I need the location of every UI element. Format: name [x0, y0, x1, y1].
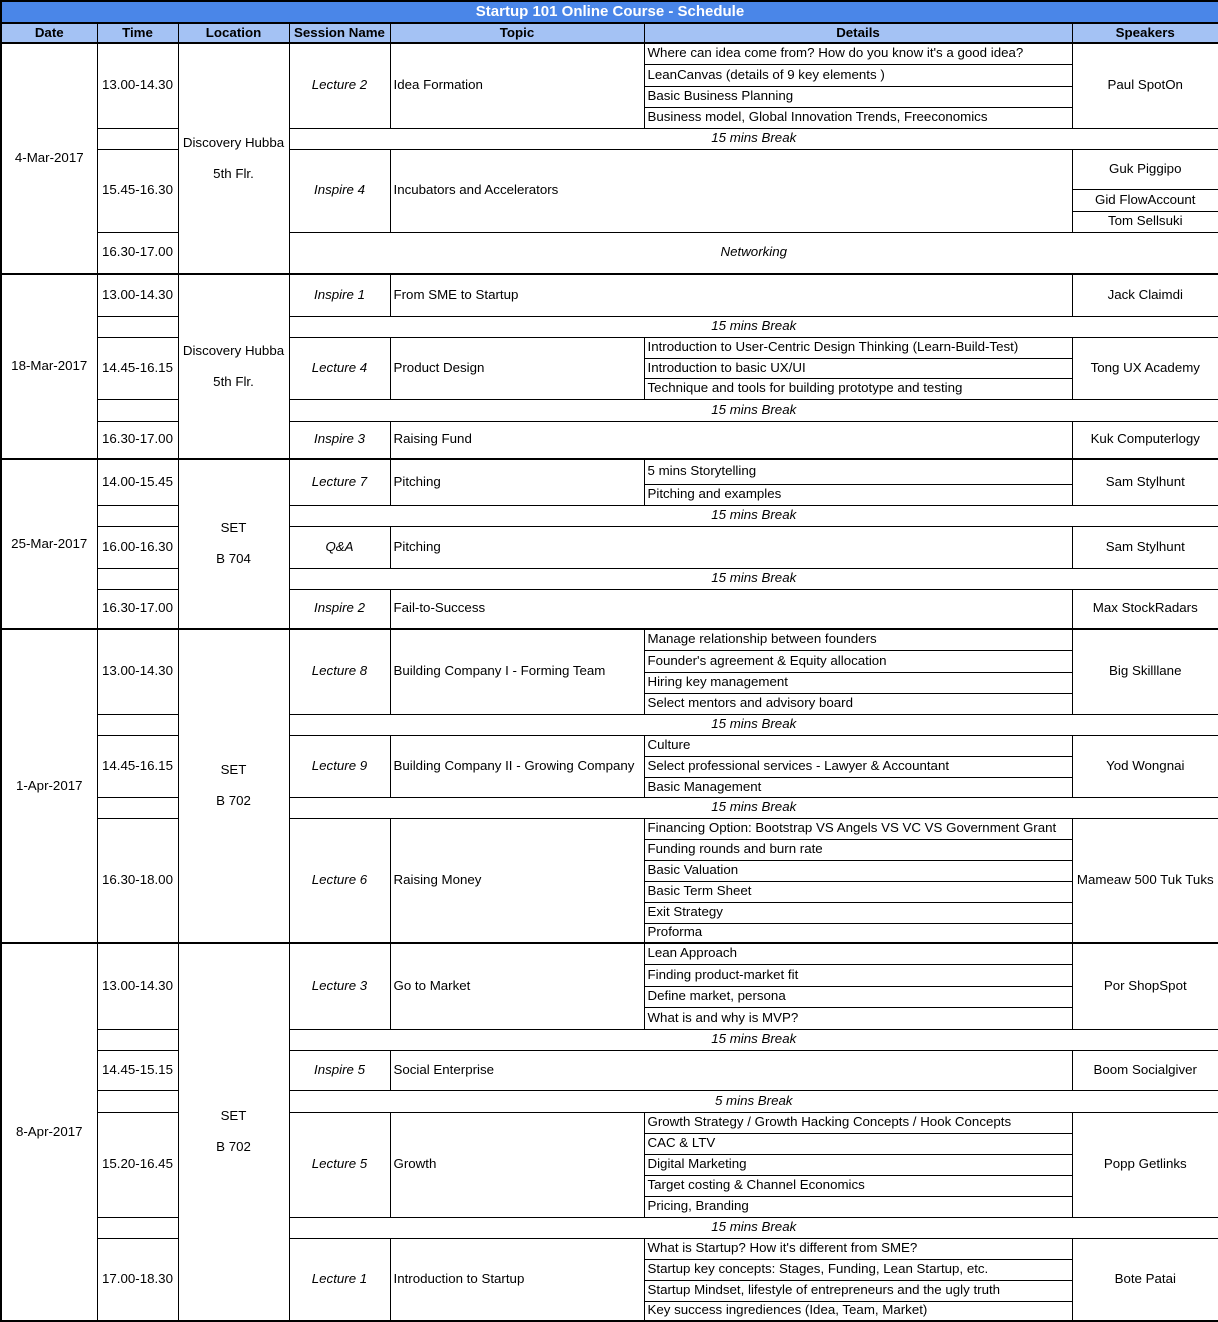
detail-cell: Culture	[644, 735, 1072, 756]
session-name-cell: Lecture 4	[289, 337, 390, 399]
session-name-cell: Inspire 3	[289, 421, 390, 459]
break-cell: 15 mins Break	[289, 568, 1218, 589]
empty-time-cell	[97, 128, 178, 149]
time-cell: 15.20-16.45	[97, 1112, 178, 1217]
topic-cell: Introduction to Startup	[390, 1238, 644, 1321]
topic-cell: From SME to Startup	[390, 274, 1072, 316]
empty-time-cell	[97, 568, 178, 589]
date-cell: 18-Mar-2017	[1, 274, 97, 459]
topic-cell: Building Company II - Growing Company	[390, 735, 644, 797]
detail-cell: What is Startup? How it's different from SME?	[644, 1238, 1072, 1259]
detail-cell: Key success ingrediences (Idea, Team, Market)	[644, 1301, 1072, 1321]
empty-time-cell	[97, 316, 178, 337]
speaker-cell: Por ShopSpot	[1072, 943, 1218, 1029]
location-line: Discovery Hubba	[182, 134, 285, 150]
col-header-speakers: Speakers	[1072, 23, 1218, 43]
break-cell: 15 mins Break	[289, 1217, 1218, 1238]
detail-cell: Manage relationship between founders	[644, 629, 1072, 650]
time-cell: 14.00-15.45	[97, 459, 178, 505]
detail-cell: Basic Business Planning	[644, 86, 1072, 107]
date-cell: 25-Mar-2017	[1, 459, 97, 629]
speaker-cell: Sam Stylhunt	[1072, 526, 1218, 568]
session-name-cell: Lecture 7	[289, 459, 390, 505]
empty-time-cell	[97, 714, 178, 735]
break-cell: 15 mins Break	[289, 714, 1218, 735]
time-cell: 15.45-16.30	[97, 149, 178, 232]
session-name-cell: Lecture 5	[289, 1112, 390, 1217]
speaker-cell: Big Skilllane	[1072, 629, 1218, 714]
detail-cell: Funding rounds and burn rate	[644, 839, 1072, 860]
time-cell: 16.30-17.00	[97, 589, 178, 629]
session-name-cell: Lecture 8	[289, 629, 390, 714]
speaker-cell: Boom Socialgiver	[1072, 1050, 1218, 1090]
session-name-cell: Lecture 1	[289, 1238, 390, 1321]
session-name-cell: Inspire 2	[289, 589, 390, 629]
detail-cell: Basic Term Sheet	[644, 881, 1072, 902]
location-cell	[178, 274, 289, 459]
detail-cell: Exit Strategy	[644, 902, 1072, 923]
session-name-cell: Lecture 2	[289, 43, 390, 128]
time-cell: 13.00-14.30	[97, 629, 178, 714]
session-name-cell: Lecture 9	[289, 735, 390, 797]
date-cell: 1-Apr-2017	[1, 629, 97, 943]
empty-time-cell	[97, 1029, 178, 1050]
speaker-cell: Tong UX Academy	[1072, 337, 1218, 399]
speaker-cell: Mameaw 500 Tuk Tuks	[1072, 818, 1218, 943]
location-line: SET	[220, 762, 247, 778]
topic-cell: Building Company I - Forming Team	[390, 629, 644, 714]
col-header-topic: Topic	[390, 23, 644, 43]
detail-cell: Startup Mindset, lifestyle of entrepreneurs and the ugly truth	[644, 1280, 1072, 1301]
detail-cell: CAC & LTV	[644, 1133, 1072, 1154]
col-header-session-name: Session Name	[289, 23, 390, 43]
session-name-cell: Q&A	[289, 526, 390, 568]
topic-cell: Product Design	[390, 337, 644, 399]
time-cell: 16.30-17.00	[97, 421, 178, 459]
detail-cell: Proforma	[644, 923, 1072, 943]
detail-cell: Define market, persona	[644, 986, 1072, 1007]
detail-cell: Select mentors and advisory board	[644, 693, 1072, 714]
empty-time-cell	[97, 505, 178, 526]
detail-cell: Founder's agreement & Equity allocation	[644, 650, 1072, 672]
session-name-cell: Lecture 6	[289, 818, 390, 943]
detail-cell: Startup key concepts: Stages, Funding, Lean Startup, etc.	[644, 1259, 1072, 1280]
speaker-cell: Paul SpotOn	[1072, 43, 1218, 128]
detail-cell: Introduction to User-Centric Design Thinking (Learn-Build-Test)	[644, 337, 1072, 358]
speaker-cell: Gid FlowAccount	[1072, 189, 1218, 211]
location-line: 5th Flr.	[213, 165, 254, 181]
detail-cell: Growth Strategy / Growth Hacking Concepts / Hook Concepts	[644, 1112, 1072, 1133]
col-header-time: Time	[97, 23, 178, 43]
detail-cell: Introduction to basic UX/UI	[644, 358, 1072, 378]
location-line: B 702	[216, 793, 251, 808]
detail-cell: Target costing & Channel Economics	[644, 1175, 1072, 1196]
location-cell	[178, 943, 289, 1321]
location-line: SET	[220, 520, 247, 536]
location-cell	[178, 629, 289, 943]
session-name-cell: Lecture 3	[289, 943, 390, 1029]
time-cell: 16.00-16.30	[97, 526, 178, 568]
topic-cell: Incubators and Accelerators	[390, 149, 1072, 232]
date-cell: 8-Apr-2017	[1, 943, 97, 1321]
detail-cell: Pricing, Branding	[644, 1196, 1072, 1217]
detail-cell: 5 mins Storytelling	[644, 459, 1072, 484]
networking-cell: Networking	[289, 232, 1218, 274]
detail-cell: Basic Valuation	[644, 860, 1072, 881]
detail-cell: Financing Option: Bootstrap VS Angels VS VC VS Government Grant	[644, 818, 1072, 839]
col-header-location: Location	[178, 23, 289, 43]
time-cell: 17.00-18.30	[97, 1238, 178, 1321]
session-name-cell: Inspire 1	[289, 274, 390, 316]
col-header-date: Date	[1, 23, 97, 43]
detail-cell: Lean Approach	[644, 943, 1072, 964]
date-cell: 4-Mar-2017	[1, 43, 97, 274]
time-cell: 13.00-14.30	[97, 274, 178, 316]
speaker-cell: Kuk Computerlogy	[1072, 421, 1218, 459]
break-cell: 15 mins Break	[289, 399, 1218, 421]
detail-cell: Business model, Global Innovation Trends, Freeconomics	[644, 107, 1072, 128]
speaker-cell: Sam Stylhunt	[1072, 459, 1218, 505]
topic-cell: Pitching	[390, 459, 644, 505]
topic-cell: Pitching	[390, 526, 1072, 568]
speaker-cell: Max StockRadars	[1072, 589, 1218, 629]
detail-cell: What is and why is MVP?	[644, 1007, 1072, 1029]
detail-cell: Pitching and examples	[644, 484, 1072, 505]
detail-cell: Hiring key management	[644, 672, 1072, 693]
break-cell: 15 mins Break	[289, 797, 1218, 818]
time-cell: 13.00-14.30	[97, 43, 178, 128]
empty-time-cell	[97, 797, 178, 818]
topic-cell: Social Enterprise	[390, 1050, 1072, 1090]
session-name-cell: Inspire 5	[289, 1050, 390, 1090]
location-cell	[178, 459, 289, 629]
speaker-cell: Tom Sellsuki	[1072, 211, 1218, 232]
sheet-title: Startup 101 Online Course - Schedule	[1, 1, 1218, 23]
speaker-cell: Jack Claimdi	[1072, 274, 1218, 316]
speaker-cell: Bote Patai	[1072, 1238, 1218, 1321]
time-cell: 16.30-18.00	[97, 818, 178, 943]
break-cell: 15 mins Break	[289, 505, 1218, 526]
detail-cell: Basic Management	[644, 777, 1072, 797]
empty-time-cell	[97, 1217, 178, 1238]
topic-cell: Go to Market	[390, 943, 644, 1029]
break-cell: 15 mins Break	[289, 128, 1218, 149]
time-cell: 13.00-14.30	[97, 943, 178, 1029]
empty-time-cell	[97, 1090, 178, 1112]
location-line: Discovery Hubba	[182, 342, 285, 358]
time-cell: 14.45-15.15	[97, 1050, 178, 1090]
detail-cell: LeanCanvas (details of 9 key elements )	[644, 64, 1072, 86]
topic-cell: Raising Fund	[390, 421, 1072, 459]
break-cell: 5 mins Break	[289, 1090, 1218, 1112]
detail-cell: Select professional services - Lawyer & Accountant	[644, 756, 1072, 777]
topic-cell: Raising Money	[390, 818, 644, 943]
time-cell: 14.45-16.15	[97, 337, 178, 399]
speaker-cell: Popp Getlinks	[1072, 1112, 1218, 1217]
speaker-cell: Guk Piggipo	[1072, 149, 1218, 189]
topic-cell: Fail-to-Success	[390, 589, 1072, 629]
location-line: B 704	[216, 551, 251, 566]
detail-cell: Finding product-market fit	[644, 964, 1072, 986]
topic-cell: Idea Formation	[390, 43, 644, 128]
session-name-cell: Inspire 4	[289, 149, 390, 232]
speaker-cell: Yod Wongnai	[1072, 735, 1218, 797]
detail-cell: Digital Marketing	[644, 1154, 1072, 1175]
detail-cell: Where can idea come from? How do you know it's a good idea?	[644, 43, 1072, 64]
time-cell: 16.30-17.00	[97, 232, 178, 274]
location-cell	[178, 43, 289, 274]
break-cell: 15 mins Break	[289, 1029, 1218, 1050]
detail-cell: Technique and tools for building prototype and testing	[644, 378, 1072, 399]
break-cell: 15 mins Break	[289, 316, 1218, 337]
col-header-details: Details	[644, 23, 1072, 43]
time-cell: 14.45-16.15	[97, 735, 178, 797]
location-line: SET	[220, 1108, 247, 1124]
empty-time-cell	[97, 399, 178, 421]
topic-cell: Growth	[390, 1112, 644, 1217]
location-line: 5th Flr.	[213, 373, 254, 389]
location-line: B 702	[216, 1139, 251, 1154]
